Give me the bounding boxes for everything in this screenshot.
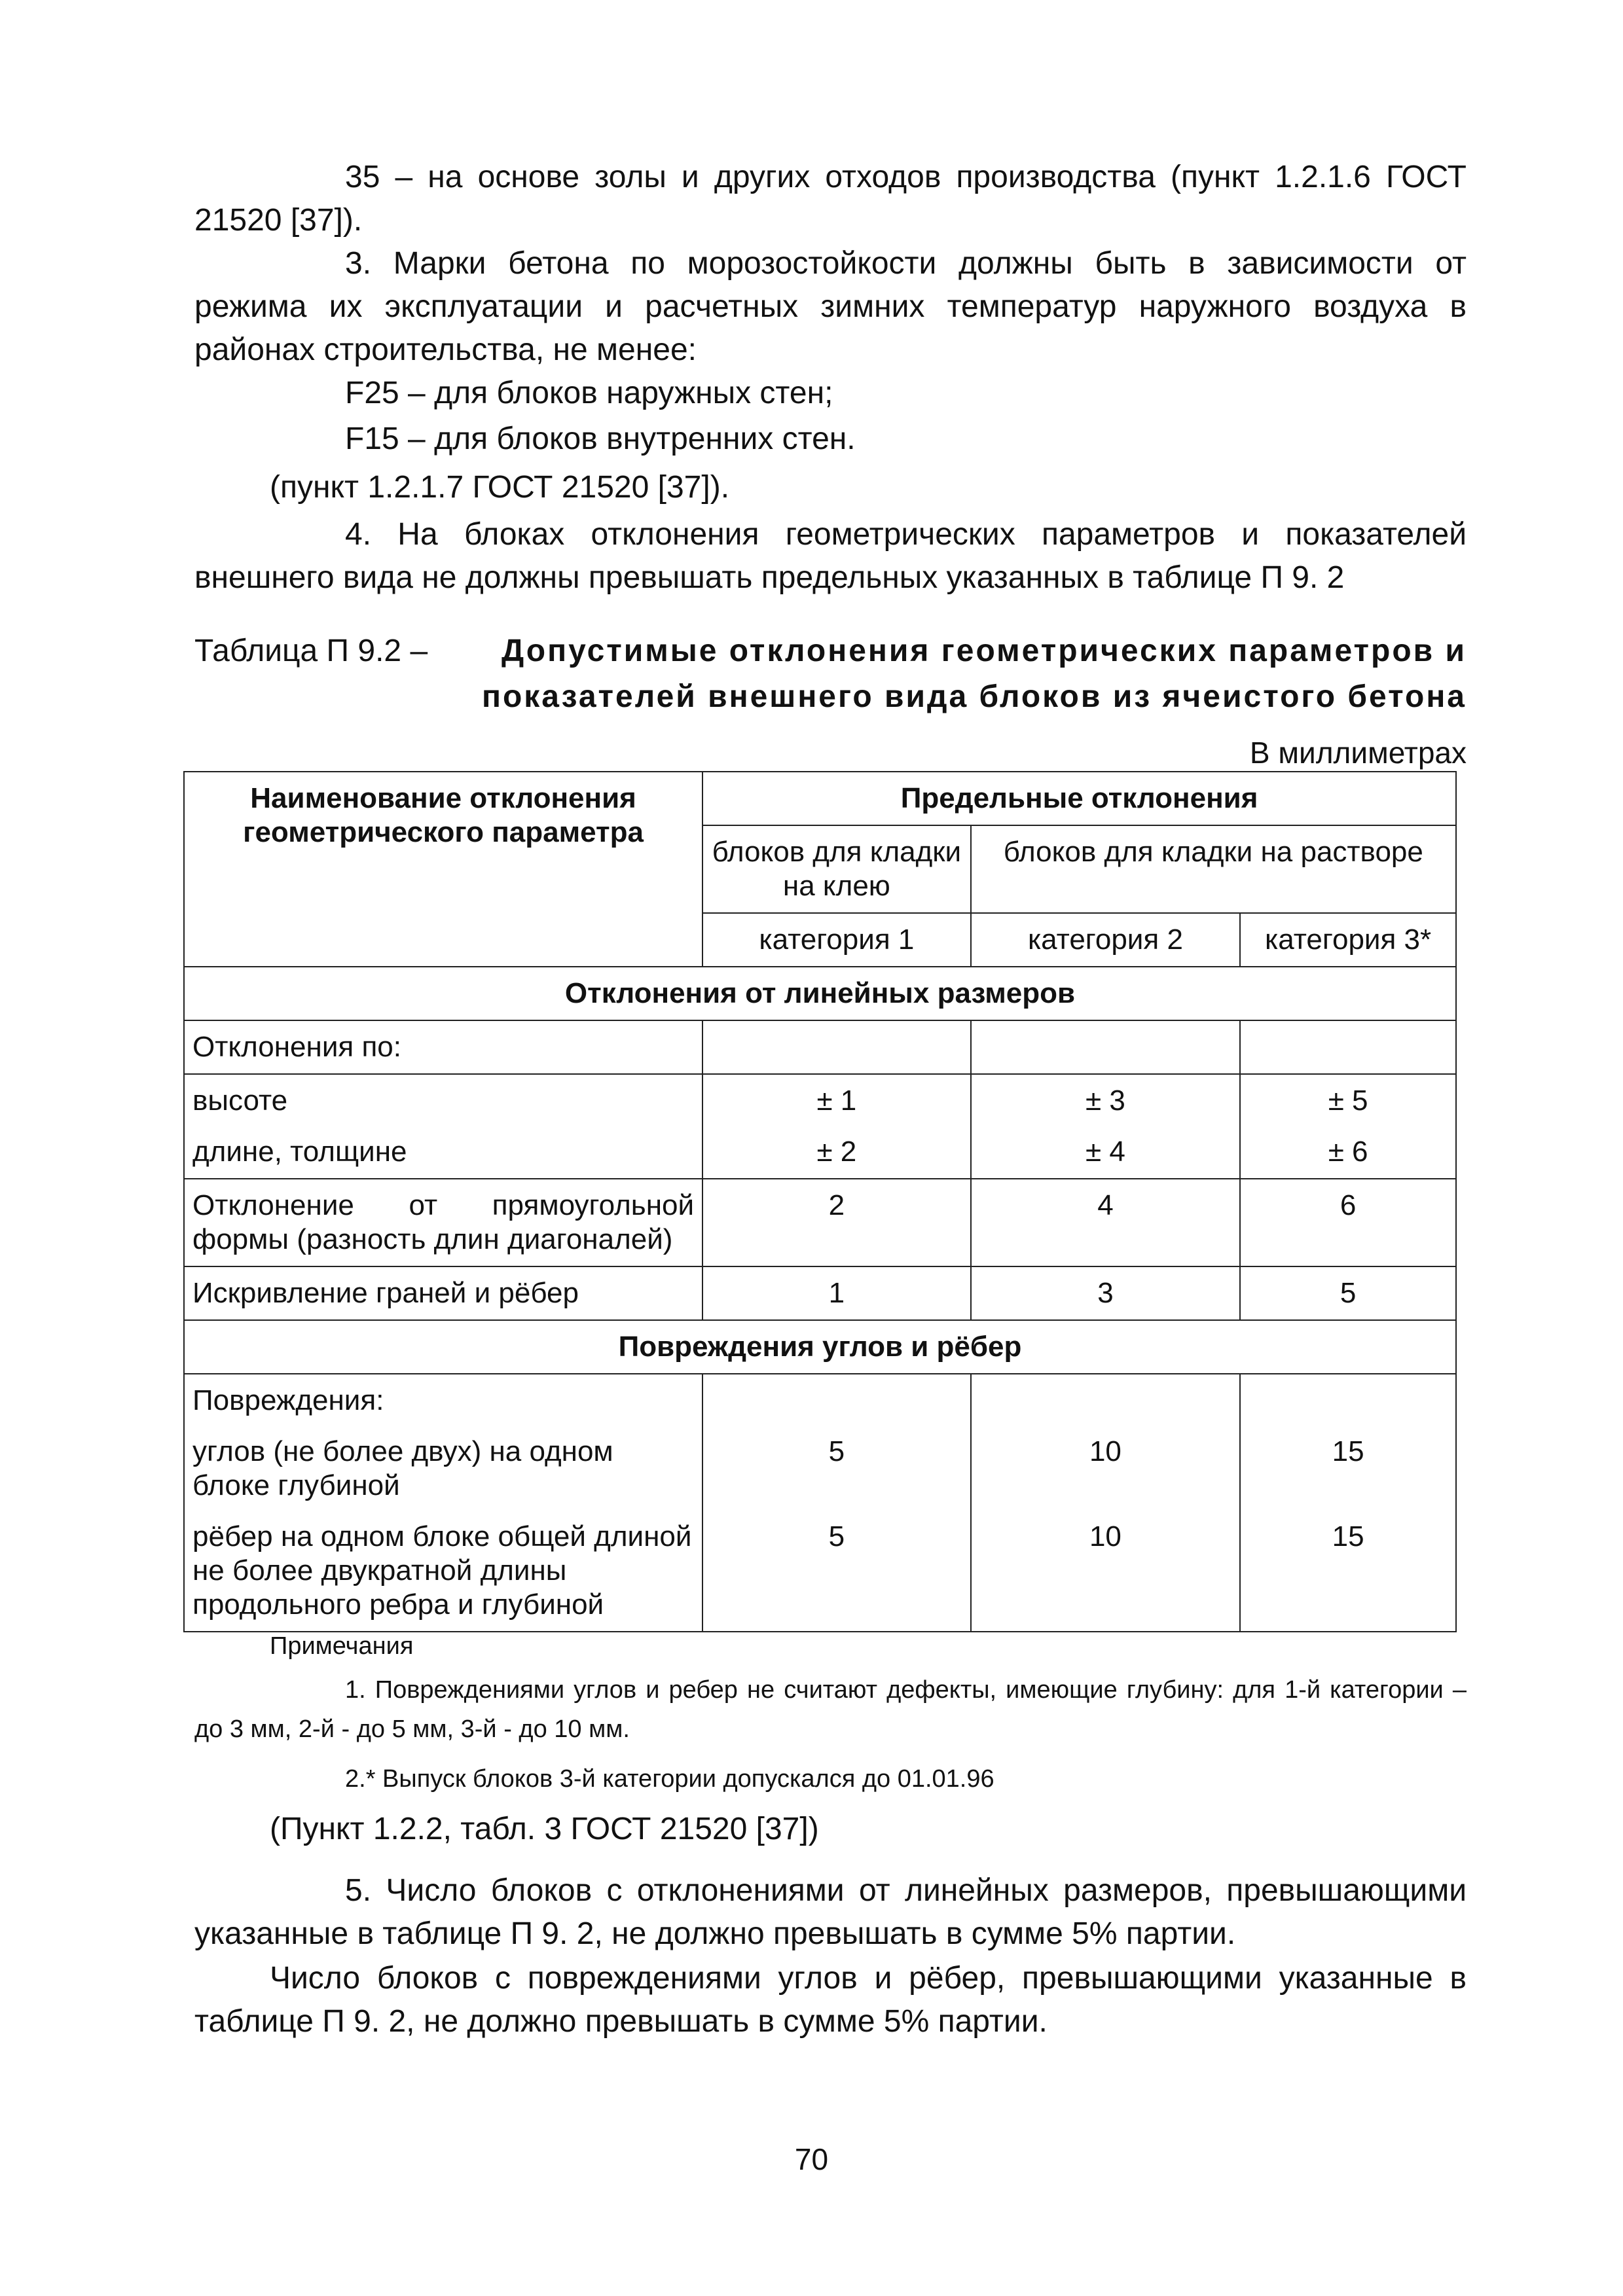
header-limits: Предельные отклонения [702,772,1456,825]
deviations-by-label: Отклонения по: [184,1020,702,1074]
corners-cat2: 10 [1089,1435,1122,1467]
table-row [184,1074,1456,1179]
curv-cat1: 1 [702,1266,971,1320]
length-cat2: ± 4 [1085,1136,1125,1168]
paragraph-6-damage-limit: Число блоков с повреждениями углов и рёбер, превышающими указанные в таблице П 9. 2, не должно превышать в сумме 5% партии. [194,1961,1467,2039]
table-row [184,1374,1456,1632]
rect-cat3: 6 [1240,1179,1456,1266]
header-category-3: категория 3* [1240,913,1456,967]
table-row [184,1266,1456,1320]
cat3-height-length [1240,1074,1456,1179]
header-glue: блоков для кладки на клею [702,825,971,913]
damage-cat3 [1240,1374,1456,1632]
table-header-row [184,772,1456,825]
height-cat3: ± 5 [1328,1085,1368,1117]
height-cat2: ± 3 [1085,1085,1125,1117]
edges-label: рёбер на одном блоке общей длиной не более двукратной длины продольного ребра и глубиной [192,1520,692,1621]
edges-cat1: 5 [828,1520,845,1552]
empty-cell [702,1020,971,1074]
corners-label: углов (не более двух) на одном блоке глубиной [192,1435,613,1501]
rect-cat2: 4 [971,1179,1241,1266]
damage-cat1 [702,1374,971,1632]
empty-cell [1240,1020,1456,1074]
header-category-1: категория 1 [702,913,971,967]
edges-cat2: 10 [1089,1520,1122,1552]
table-caption-title: Допустимые отклонения геометрических параметров и показателей внешнего вида блоков из ячеистого бетона [481,634,1467,714]
header-category-2: категория 2 [971,913,1241,967]
damage-label: Повреждения: [192,1384,384,1416]
damage-labels [184,1374,702,1632]
curv-cat3: 5 [1240,1266,1456,1320]
edges-cat3: 15 [1332,1520,1364,1552]
paragraph-4-deviations: 4. На блоках отклонения геометрических параметров и показателей внешнего вида не должны превышать предельных указанных в таблице П 9. 2 [194,517,1467,595]
paragraph-item-35: 35 – на основе золы и других отходов производства (пункт 1.2.1.6 ГОСТ 21520 [37]). [194,160,1467,238]
table-row [184,1020,1456,1074]
section-row-linear [184,967,1456,1020]
cat1-height-length [702,1074,971,1179]
header-mortar: блоков для кладки на растворе [971,825,1456,913]
length-label: длине, толщине [192,1136,407,1168]
section-linear-title: Отклонения от линейных размеров [184,967,1456,1020]
table-caption-label: Таблица П 9.2 – [194,634,428,668]
table-row [184,1179,1456,1266]
empty-cell [971,1020,1241,1074]
corners-cat1: 5 [828,1435,845,1467]
paragraph-f25: F25 – для блоков наружных стен; [345,376,833,410]
curv-label: Искривление граней и рёбер [184,1266,702,1320]
header-name-column: Наименование отклонения геометрического параметра [184,772,702,967]
section-damage-title: Повреждения углов и рёбер [184,1320,1456,1374]
height-length-labels [184,1074,702,1179]
cat2-height-length [971,1074,1241,1179]
deviations-table [183,771,1457,1632]
length-cat3: ± 6 [1328,1136,1368,1168]
paragraph-reference-1: (пункт 1.2.1.7 ГОСТ 21520 [37]). [270,470,730,505]
rect-cat1: 2 [702,1179,971,1266]
height-cat1: ± 1 [816,1085,857,1117]
length-cat1: ± 2 [816,1136,857,1168]
paragraph-reference-2: (Пункт 1.2.2, табл. 3 ГОСТ 21520 [37]) [270,1812,819,1846]
notes-title: Примечания [270,1632,414,1660]
page-number: 70 [794,2142,829,2176]
note-2: 2.* Выпуск блоков 3-й категории допускался до 01.01.96 [345,1765,994,1793]
paragraph-3-frost-resistance: 3. Марки бетона по морозостойкости должны быть в зависимости от режима их эксплуатации и расчетных зимних температур наружного воздуха в районах строительства, не менее: [194,246,1467,367]
paragraph-5-linear-limit: 5. Число блоков с отклонениями от линейных размеров, превышающими указанные в таблице П 9. 2, не должно превышать в сумме 5% партии. [194,1873,1467,1951]
damage-cat2 [971,1374,1241,1632]
height-label: высоте [192,1085,288,1117]
section-row-damage [184,1320,1456,1374]
units-label: В миллиметрах [1249,736,1467,770]
paragraph-f15: F15 – для блоков внутренних стен. [345,422,856,456]
rect-label: Отклонение от прямоугольной формы (разность длин диагоналей) [184,1179,702,1266]
corners-cat3: 15 [1332,1435,1364,1467]
note-1: 1. Повреждениями углов и ребер не считают дефекты, имеющие глубину: для 1-й категории – до 3 мм, 2-й - до 5 мм, 3-й - до 10 мм. [194,1676,1467,1743]
curv-cat2: 3 [971,1266,1241,1320]
